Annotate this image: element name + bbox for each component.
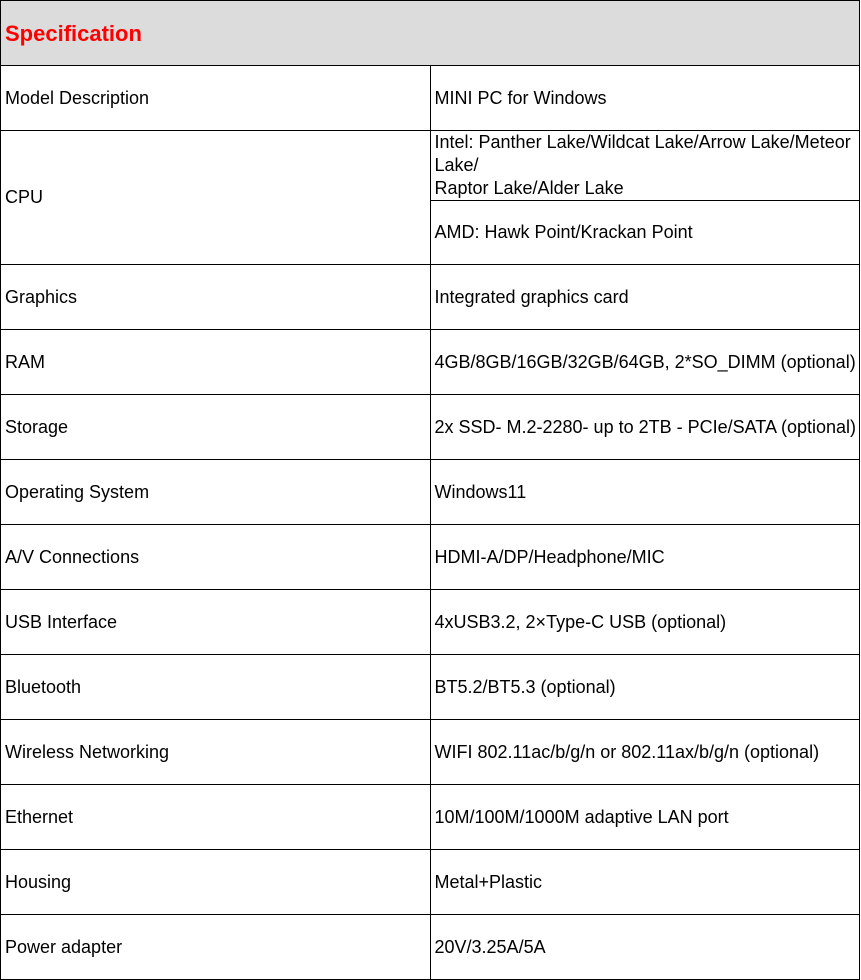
row-label-ethernet: Ethernet [1,785,431,850]
row-value-av-connections: HDMI-A/DP/Headphone/MIC [430,525,860,590]
table-row [1,131,860,201]
table-row [1,590,860,655]
row-value-graphics: Integrated graphics card [430,265,860,330]
table-row [1,525,860,590]
table-row [1,66,860,131]
row-value-storage: 2x SSD- M.2-2280- up to 2TB - PCIe/SATA (optional) [430,395,860,460]
row-value-cpu-amd: AMD: Hawk Point/Krackan Point [430,201,860,265]
row-label-bluetooth: Bluetooth [1,655,431,720]
cpu-intel-line-1: Intel: Panther Lake/Wildcat Lake/Arrow Lake/Meteor Lake/ [434,132,851,175]
row-value-ram: 4GB/8GB/16GB/32GB/64GB, 2*SO_DIMM (optional) [430,330,860,395]
table-row [1,265,860,330]
row-value-wireless-networking: WIFI 802.11ac/b/g/n or 802.11ax/b/g/n (optional) [430,720,860,785]
row-value-ethernet: 10M/100M/1000M adaptive LAN port [430,785,860,850]
row-label-ram: RAM [1,330,431,395]
row-value-usb-interface: 4xUSB3.2, 2×Type-C USB (optional) [430,590,860,655]
table-row [1,785,860,850]
row-label-cpu: CPU [1,131,431,265]
row-label-usb-interface: USB Interface [1,590,431,655]
row-value-housing: Metal+Plastic [430,850,860,915]
row-label-storage: Storage [1,395,431,460]
row-label-wireless-networking: Wireless Networking [1,720,431,785]
row-label-power-adapter: Power adapter [1,915,431,980]
table-row [1,330,860,395]
row-label-model-description: Model Description [1,66,431,131]
cpu-intel-line-2: Raptor Lake/Alder Lake [434,178,624,198]
table-title: Specification [1,1,860,66]
table-row [1,395,860,460]
row-label-av-connections: A/V Connections [1,525,431,590]
row-value-model-description: MINI PC for Windows [430,66,860,131]
table-row [1,850,860,915]
table-row [1,460,860,525]
row-label-graphics: Graphics [1,265,431,330]
row-label-operating-system: Operating System [1,460,431,525]
row-value-operating-system: Windows11 [430,460,860,525]
row-value-cpu-intel [430,131,860,201]
row-value-bluetooth: BT5.2/BT5.3 (optional) [430,655,860,720]
row-label-housing: Housing [1,850,431,915]
table-row [1,655,860,720]
table-row [1,720,860,785]
row-value-power-adapter: 20V/3.25A/5A [430,915,860,980]
table-row [1,915,860,980]
